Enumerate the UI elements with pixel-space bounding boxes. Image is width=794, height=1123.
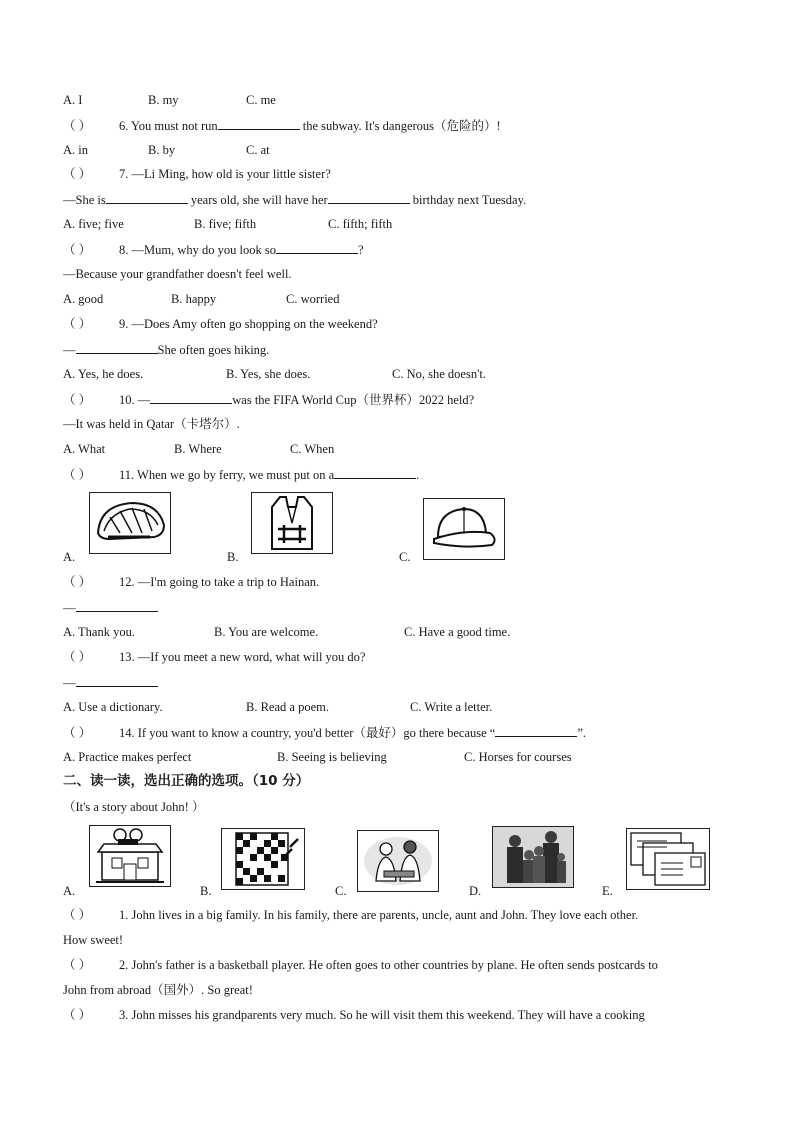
q9-answer: — She often goes hiking. [63,343,270,357]
answer-paren[interactable]: （ ） [63,1008,92,1022]
answer-paren[interactable]: （ ） [63,908,92,922]
q10-answer: —It was held in Qatar（卡塔尔）. [63,417,240,431]
answer-blank[interactable] [150,391,232,404]
q6-option-a: A. in [63,143,88,157]
q9-option-c: C. No, she doesn't. [392,367,486,381]
answer-blank[interactable] [495,724,577,737]
cinema-building-icon [89,825,171,887]
q12-option-b: B. You are welcome. [214,625,319,639]
q9-option-b: B. Yes, she does. [226,367,311,381]
section-note: （It's a story about John! ） [63,800,205,814]
q5-option-a: A. I [63,93,83,107]
q8-answer: —Because your grandfather doesn't feel well. [63,267,292,281]
q10-option-c: C. When [290,442,335,456]
answer-paren[interactable]: （ ） [63,243,92,257]
q12-answer: — [63,599,158,616]
q14-option-a: A. Practice makes perfect [63,750,192,764]
answer-blank[interactable] [328,191,410,204]
q6-option-b: B. by [148,143,176,157]
q13-option-a: A. Use a dictionary. [63,700,163,714]
answer-blank[interactable] [106,191,188,204]
section2-label-a: A. [63,884,76,898]
q12-question: （ ） 12. —I'm going to take a trip to Hainan. [63,575,320,589]
q5-option-c: C. me [246,93,276,107]
q8-option-b: B. happy [171,292,217,306]
answer-paren[interactable]: （ ） [63,468,92,482]
crossword-puzzle-icon [221,828,305,890]
q11-option-b: B. [227,550,239,564]
answer-blank[interactable] [334,466,416,479]
q10-option-b: B. Where [174,442,222,456]
q11-question: （ ） 11. When we go by ferry, we must put on a . [63,468,420,482]
q8-option-c: C. worried [286,292,340,306]
q7-option-b: B. five; fifth [194,217,257,231]
s2-q2: （ ） 2. John's father is a basketball player. He often goes to other countries by plane. He often sends postcards to [63,958,658,972]
q6-question: （ ） 6. You must not run the subway. It's dangerous（危险的）! [63,119,501,133]
q9-question: （ ） 9. —Does Amy often go shopping on the weekend? [63,317,378,331]
q5-option-b: B. my [148,93,179,107]
q14-question: （ ） 14. If you want to know a country, you'd better（最好）go there because “ ”. [63,726,587,740]
q7-option-c: C. fifth; fifth [328,217,393,231]
q11-option-a: A. [63,550,76,564]
answer-paren[interactable]: （ ） [63,167,92,181]
q7-option-a: A. five; five [63,217,124,231]
answer-paren[interactable]: （ ） [63,726,92,740]
answer-paren[interactable]: （ ） [63,650,92,664]
q8-option-a: A. good [63,292,104,306]
section2-label-b: B. [200,884,212,898]
q13-answer: — [63,674,158,691]
answer-paren[interactable]: （ ） [63,119,92,133]
q6-option-c: C. at [246,143,270,157]
q11-option-c: C. [399,550,411,564]
s2-q3: （ ） 3. John misses his grandparents very much. So he will visit them this weekend. They will have a cooking [63,1008,645,1022]
section2-label-c: C. [335,884,347,898]
baseball-cap-icon [423,498,505,560]
life-jacket-icon [251,492,333,554]
q12-option-c: C. Have a good time. [404,625,511,639]
s2-q2-cont: John from abroad（国外）. So great! [63,983,253,997]
q8-question: （ ） 8. —Mum, why do you look so ? [63,243,364,257]
q10-option-a: A. What [63,442,106,456]
answer-paren[interactable]: （ ） [63,317,92,331]
answer-blank[interactable] [218,117,300,130]
q13-option-b: B. Read a poem. [246,700,329,714]
section-heading: 二、读一读，选出正确的选项。（10 分） [63,773,310,789]
answer-paren[interactable]: （ ） [63,958,92,972]
answer-paren[interactable]: （ ） [63,393,92,407]
q13-question: （ ） 13. —If you meet a new word, what will you do? [63,650,366,664]
q12-option-a: A. Thank you. [63,625,135,639]
s2-q1: （ ） 1. John lives in a big family. In his family, there are parents, uncle, aunt and John. They love each other. [63,908,639,922]
answer-paren[interactable]: （ ） [63,575,92,589]
s2-q1-cont: How sweet! [63,933,124,947]
q10-question: （ ） 10. — was the FIFA World Cup（世界杯）2022 held? [63,393,475,407]
section2-label-d: D. [469,884,482,898]
bike-helmet-icon [89,492,171,554]
q9-option-a: A. Yes, he does. [63,367,144,381]
q7-answer: —She is years old, she will have her birthday next Tuesday. [63,193,527,207]
q7-question: （ ） 7. —Li Ming, how old is your little sister? [63,167,331,181]
family-photo-icon [492,826,574,888]
answer-blank[interactable] [76,599,158,612]
answer-blank[interactable] [76,674,158,687]
section2-label-e: E. [602,884,613,898]
postcards-icon [626,828,710,890]
answer-blank[interactable] [276,241,358,254]
q14-option-c: C. Horses for courses [464,750,572,764]
answer-blank[interactable] [76,341,158,354]
q13-option-c: C. Write a letter. [410,700,493,714]
cooking-people-icon [357,830,439,892]
q14-option-b: B. Seeing is believing [277,750,387,764]
